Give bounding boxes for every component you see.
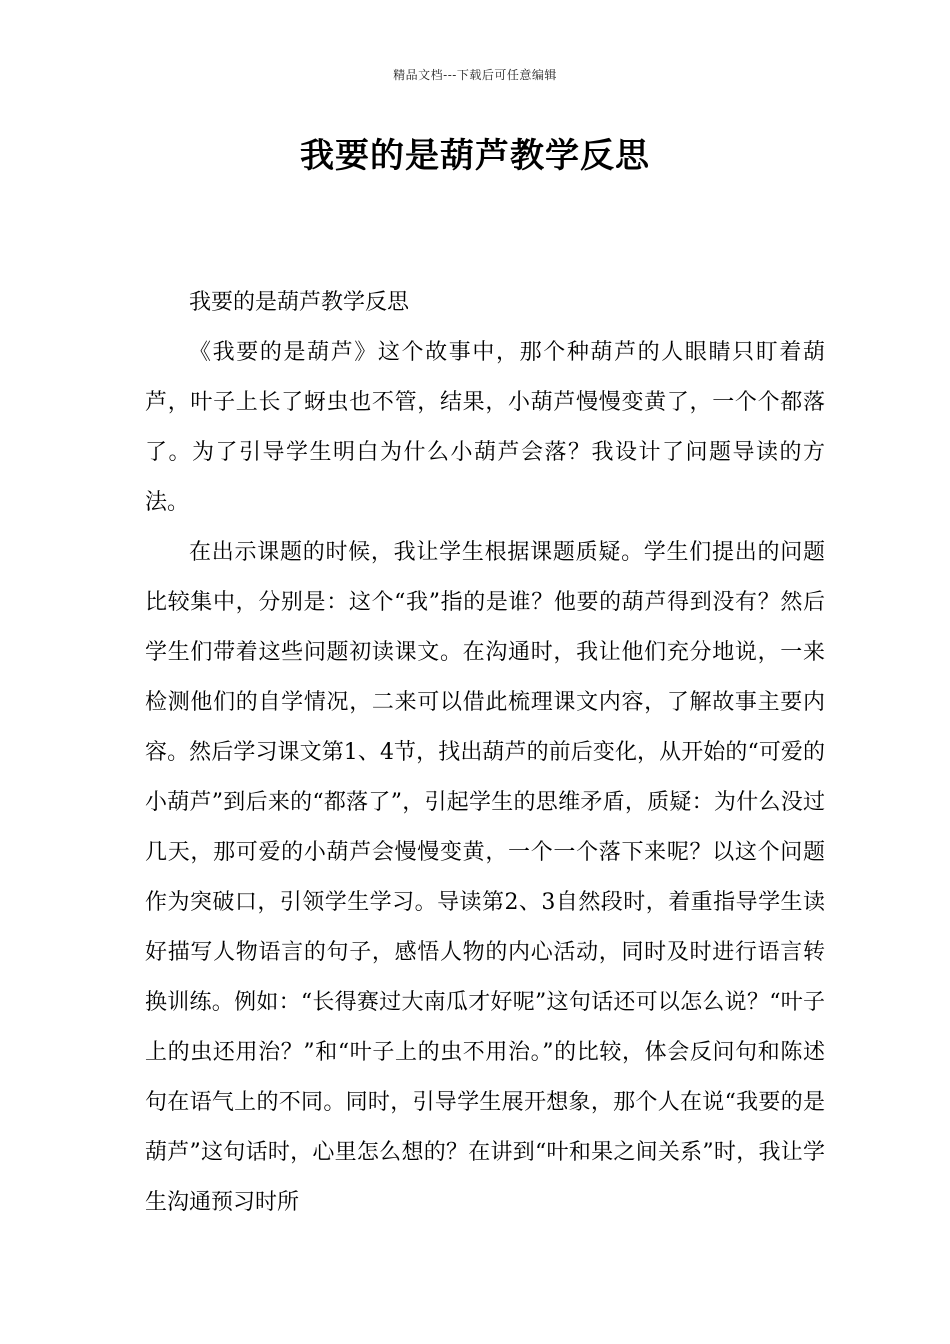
document-title: 我要的是葫芦教学反思	[300, 136, 650, 176]
paragraph: 在出示课题的时候，我让学生根据课题质疑。学生们提出的问题比较集中，分别是：这个“我”指的是谁？他要的葫芦得到没有？然后学生们带着这些问题初读课文。在沟通时，我让他们充分地说，一来检测他们的自学情况，二来可以借此梳理课文内容，了解故事主要内容。然后学习课文第1、4节，找出葫芦的前后变化，从开始的“可爱的小葫芦”到后来的“都落了”，引起学生的思维矛盾，质疑：为什么没过几天，那可爱的小葫芦会慢慢变黄，一个一个落下来呢？以这个问题作为突破口，引领学生学习。导读第2、3自然段时，着重指导学生读好描写人物语言的句子，感悟人物的内心活动，同时及时进行语言转换训练。例如：“长得赛过大南瓜才好呢”这句话还可以怎么说？“叶子上的虫还用治？”和“叶子上的虫不用治。”的比较，体会反问句和陈述句在语气上的不同。同时，引导学生展开想象，那个人在说“我要的是葫芦”这句话时，心里怎么想的？在讲到“叶和果之间关系”时，我让学生沟通预习时所	[145, 540, 825, 1215]
paragraph: 《我要的是葫芦》这个故事中，那个种葫芦的人眼睛只盯着葫芦，叶子上长了蚜虫也不管，结果，小葫芦慢慢变黄了，一个个都落了。为了引导学生明白为什么小葫芦会落？我设计了问题导读的方法。	[145, 340, 825, 515]
document-body	[145, 278, 825, 1228]
paragraph-subtitle: 我要的是葫芦教学反思	[189, 290, 410, 315]
header-note: 精品文档---下载后可任意编辑	[393, 68, 557, 82]
